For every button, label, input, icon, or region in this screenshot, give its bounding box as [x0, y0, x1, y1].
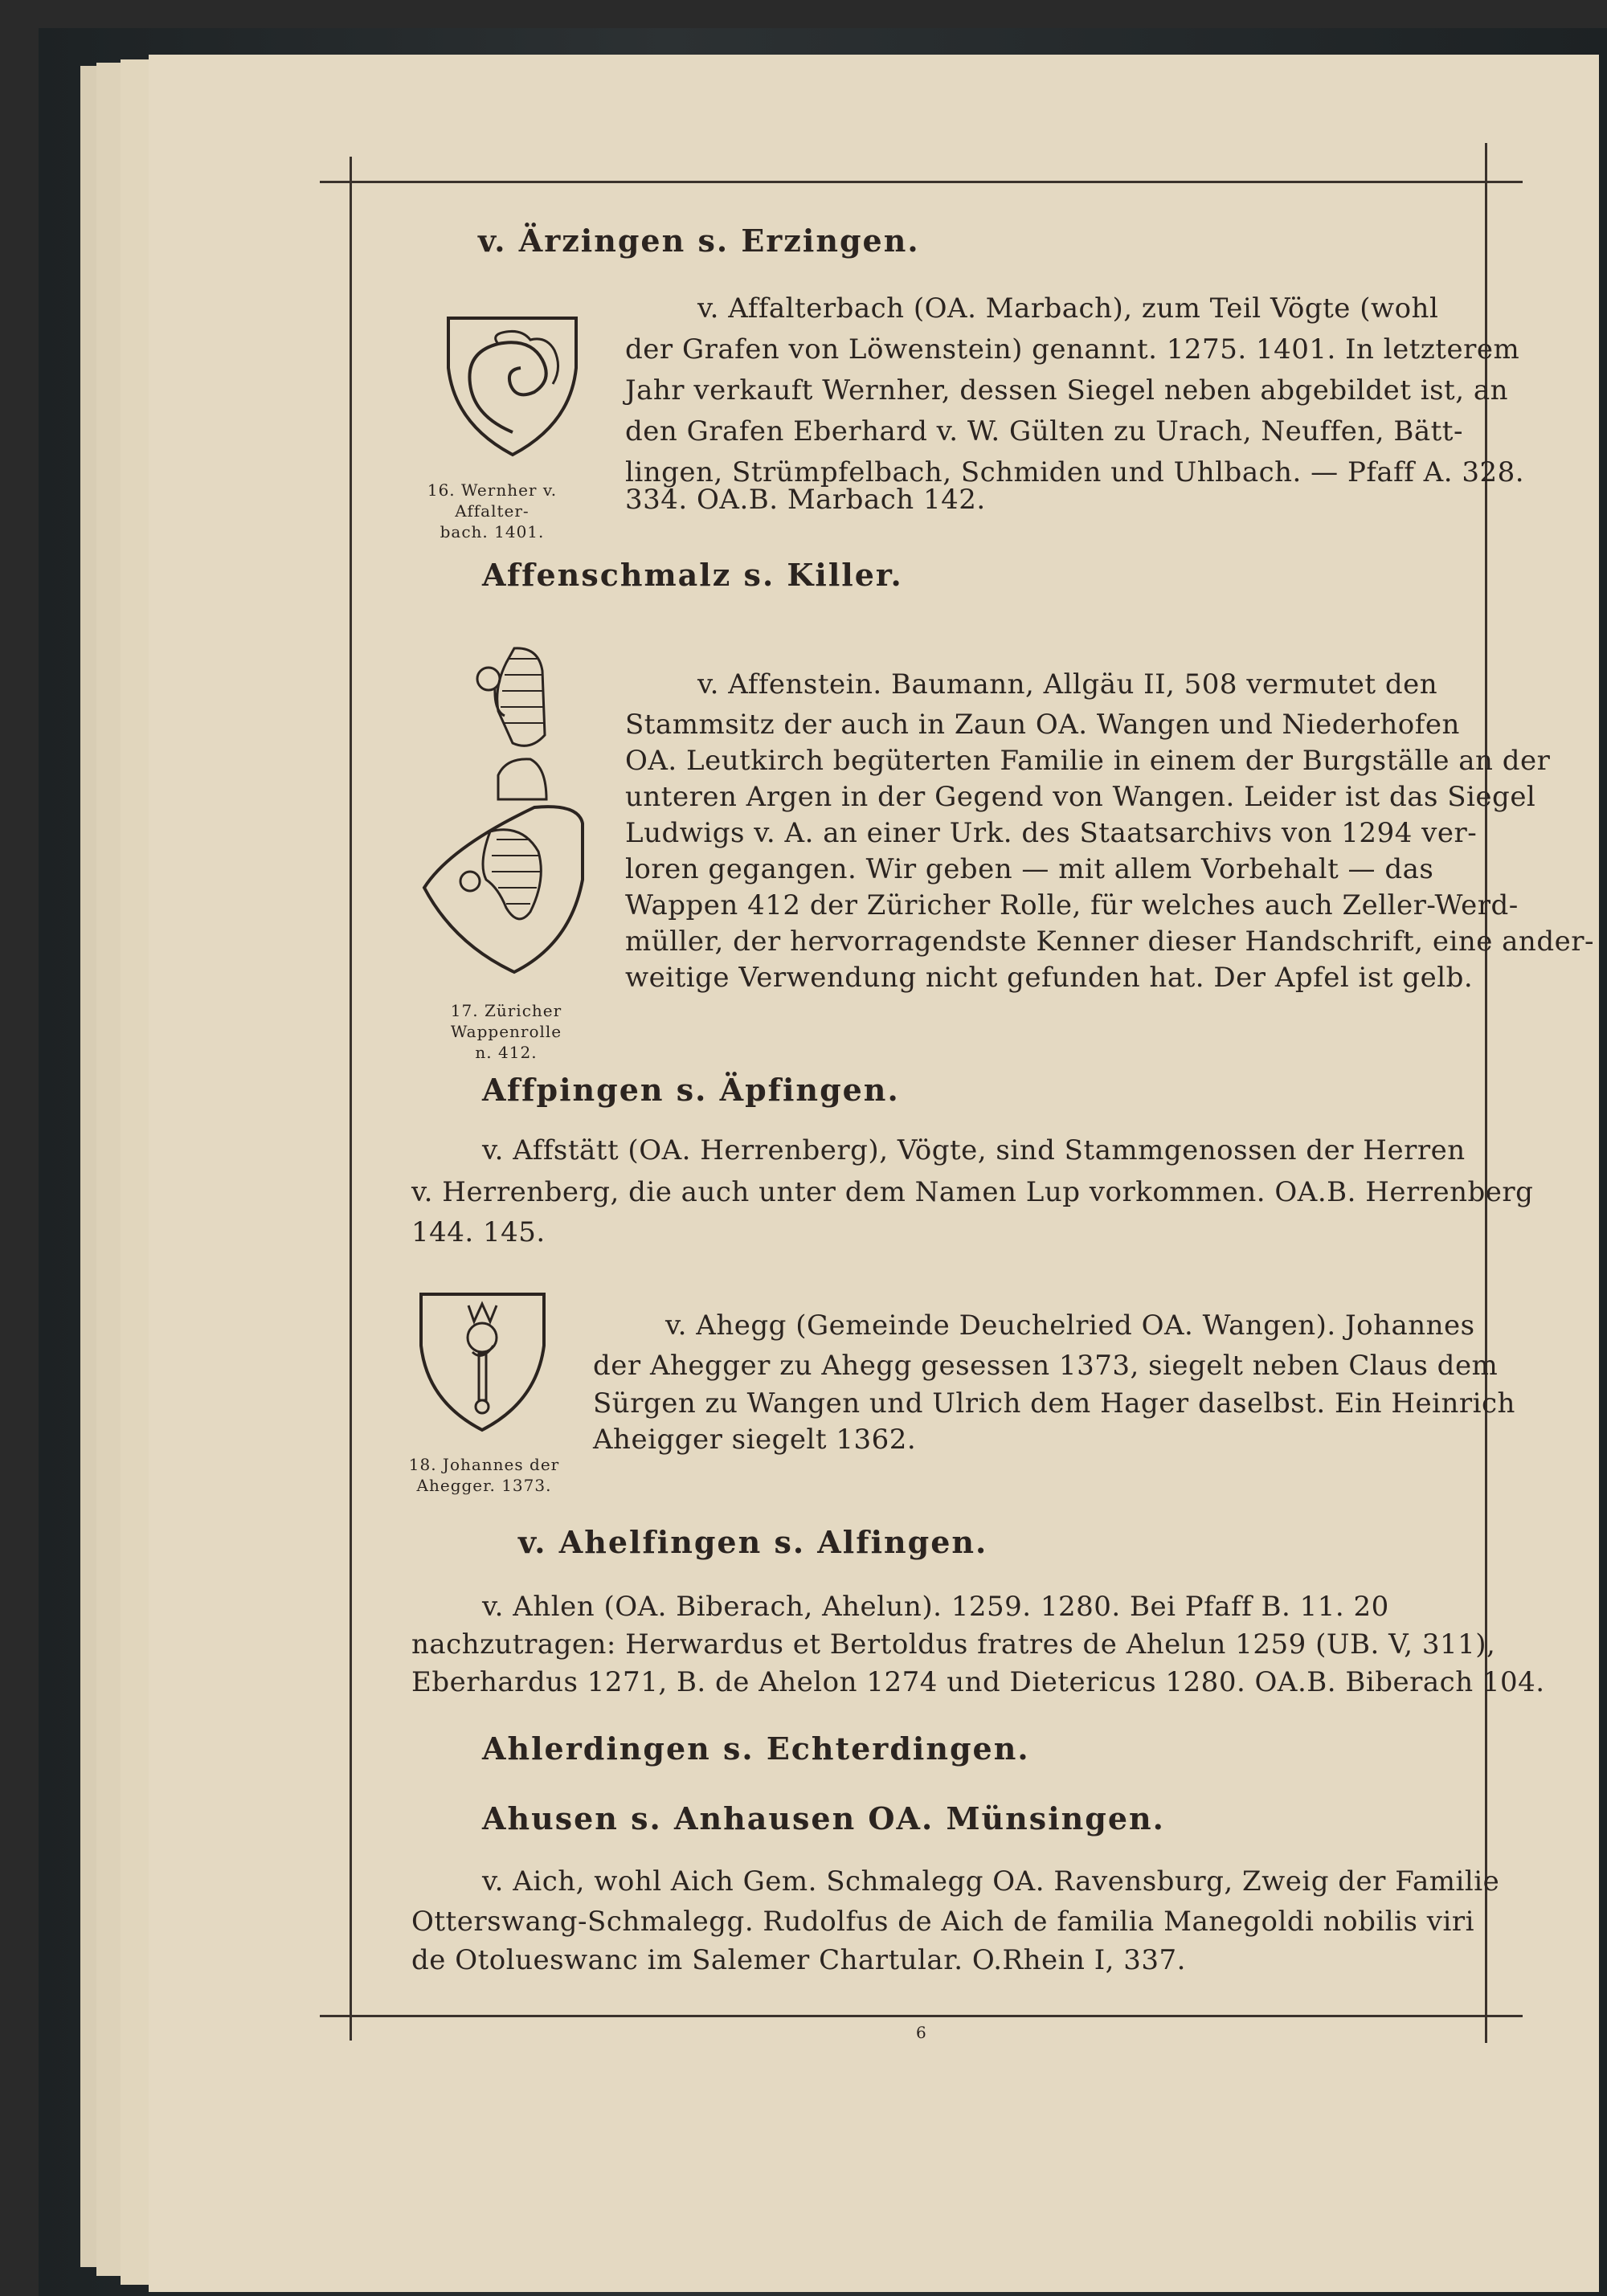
entry-affenstein-line-8: müller, der hervorragendste Kenner dieser Handschrift, eine ander- [625, 925, 1594, 958]
entry-affenstein-line-5: Ludwigs v. A. an einer Urk. des Staatsarchivs von 1294 ver- [625, 817, 1478, 849]
entry-affalterbach-line-3: Jahr verkauft Wernher, dessen Siegel neben abgebildet ist, an [625, 374, 1508, 406]
entry-aich-line-1: v. Aich, wohl Aich Gem. Schmalegg OA. Ravensburg, Zweig der Familie [482, 1865, 1500, 1898]
entry-ahegg-line-2: der Ahegger zu Ahegg gesessen 1373, siegelt neben Claus dem [593, 1350, 1499, 1382]
entry-ahlerdingen: Ahlerdingen s. Echterdingen. [482, 1730, 1030, 1767]
frame-rule-left [350, 157, 352, 2041]
entry-affalterbach-line-6: 334. OA.B. Marbach 142. [625, 484, 986, 516]
figure-caption-18: 18. Johannes der Ahegger. 1373. [408, 1455, 560, 1495]
entry-affpingen: Affpingen s. Äpfingen. [482, 1072, 900, 1108]
entry-affenstein-line-6: loren gegangen. Wir geben — mit allem Vorbehalt — das [625, 853, 1434, 885]
entry-affalterbach-line-4: den Grafen Eberhard v. W. Gülten zu Urach, Neuffen, Bätt- [625, 415, 1463, 447]
entry-affenschmalz: Affenschmalz s. Killer. [482, 557, 903, 593]
entry-affstaett-line-2: v. Herrenberg, die auch unter dem Namen Lup vorkommen. OA.B. Herrenberg [411, 1176, 1534, 1208]
coat-of-arms-ahegg [416, 1289, 549, 1434]
entry-ahlen-line-3: Eberhardus 1271, B. de Ahelon 1274 und Dietericus 1280. OA.B. Biberach 104. [411, 1666, 1545, 1698]
frame-rule-top [320, 181, 1523, 183]
entry-ahusen: Ahusen s. Anhausen OA. Münsingen. [482, 1800, 1165, 1836]
entry-affalterbach-line-2: der Grafen von Löwenstein) genannt. 1275. 1401. In letzterem [625, 333, 1520, 366]
entry-affalterbach-line-5: lingen, Strümpfelbach, Schmiden und Uhlbach. — Pfaff A. 328. [625, 456, 1525, 488]
entry-ahelfingen: v. Ahelfingen s. Alfingen. [518, 1524, 988, 1560]
entry-affenstein-line-9: weitige Verwendung nicht gefunden hat. Der Apfel ist gelb. [625, 962, 1474, 994]
figure-caption-17: 17. Züricher Wappenrolle n. 412. [450, 1001, 562, 1062]
entry-affenstein-line-3: OA. Leutkirch begüterten Familie in einem der Burgställe an der [625, 745, 1551, 777]
entry-ahegg-line-4: Aheigger siegelt 1362. [593, 1424, 917, 1456]
page-number: 6 [916, 2023, 926, 2042]
entry-affstaett-line-3: 144. 145. [411, 1216, 546, 1248]
entry-affalterbach-line-1: v. Affalterbach (OA. Marbach), zum Teil Vögte (wohl [697, 292, 1439, 325]
entry-aerzingen: v. Ärzingen s. Erzingen. [478, 223, 920, 259]
coat-of-arms-affalterbach [442, 312, 583, 460]
entry-ahegg-line-1: v. Ahegg (Gemeinde Deuchelried OA. Wangen). Johannes [665, 1309, 1475, 1342]
entry-affenstein-line-2: Stammsitz der auch in Zaun OA. Wangen und Niederhofen [625, 709, 1460, 741]
figure-caption-16: 16. Wernher v. Affalter- bach. 1401. [427, 480, 558, 541]
entry-affenstein-line-7: Wappen 412 der Züricher Rolle, für welches auch Zeller-Werd- [625, 889, 1519, 921]
entry-ahlen-line-2: nachzutragen: Herwardus et Bertoldus fratres de Ahelun 1259 (UB. V, 311), [411, 1628, 1496, 1661]
frame-rule-right [1485, 143, 1487, 2043]
entry-aich-line-2: Otterswang-Schmalegg. Rudolfus de Aich de familia Manegoldi nobilis viri [411, 1906, 1475, 1938]
entry-ahlen-line-1: v. Ahlen (OA. Biberach, Ahelun). 1259. 1280. Bei Pfaff B. 11. 20 [482, 1591, 1389, 1623]
entry-affstaett-line-1: v. Affstätt (OA. Herrenberg), Vögte, sind Stammgenossen der Herren [482, 1134, 1466, 1166]
entry-affenstein-line-4: unteren Argen in der Gegend von Wangen. Leider ist das Siegel [625, 781, 1536, 813]
entry-ahegg-line-3: Sürgen zu Wangen und Ulrich dem Hager daselbst. Ein Heinrich [593, 1387, 1515, 1420]
frame-rule-bottom [320, 2015, 1523, 2017]
coat-of-arms-affenstein [418, 639, 595, 976]
entry-aich-line-3: de Otolueswanc im Salemer Chartular. O.Rhein I, 337. [411, 1944, 1186, 1976]
entry-affenstein-line-1: v. Affenstein. Baumann, Allgäu II, 508 vermutet den [697, 668, 1438, 701]
